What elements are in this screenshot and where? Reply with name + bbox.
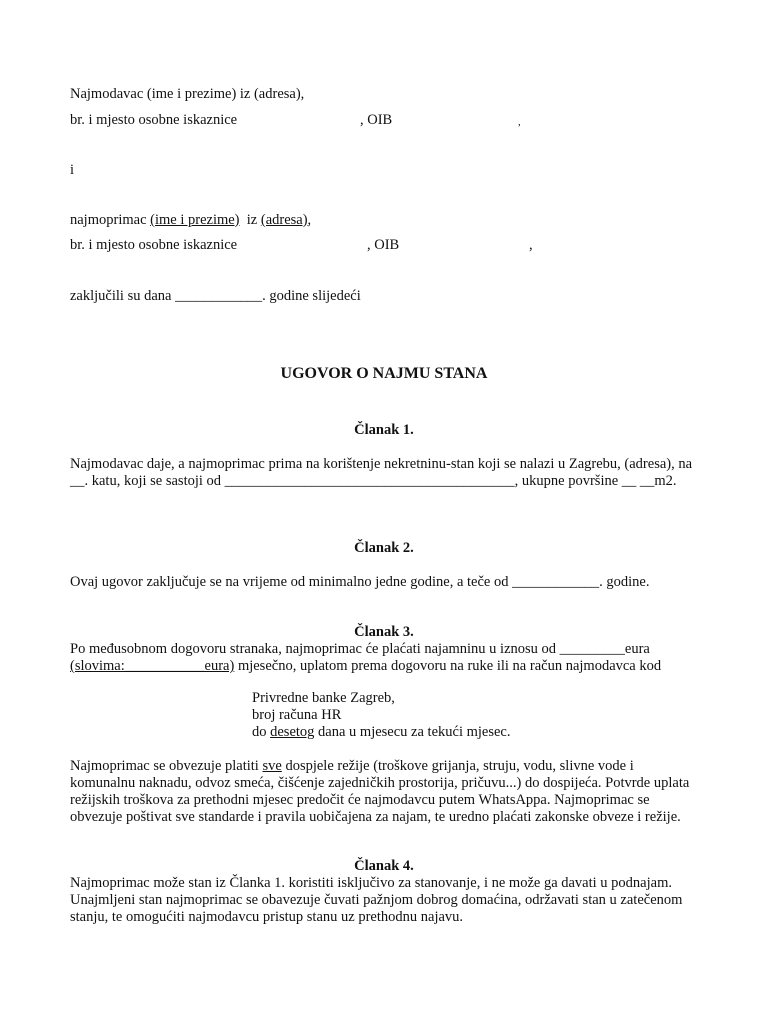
bank-name: Privredne banke Zagreb, [252,690,395,706]
article-2-text: Ovaj ugovor zaključuje se na vrijeme od minimalno jedne godine, a teče od ____________. godine. [70,574,650,590]
tenant-line [70,212,311,229]
bills-part-2: dospjele režije (troškove grijanja, struju, vodu, slivne vode i komunalnu naknadu, odvoz smeća, čišćenje zajedničkih prostorija, pričuvu...) do dospijeća. Potvrde uplata režijskih troškova za prethodni mjesec predočit će najmodavcu putem WhatsAppa. Najmoprimac se obvezuje poštivat sve standarde i pravila uobičajena za najam, te uredno plaćati zakonske obveze i režije. [70,758,690,825]
article-1-heading: Članak 1. [354,422,414,438]
article-2-heading: Članak 2. [354,540,414,556]
conjunction: i [70,162,75,178]
article-3-payment: mjesečno, uplatom prema dogovoru na ruke ili na račun najmodavca kod [234,658,662,674]
due-prefix: do [252,724,271,740]
article-4-heading: Članak 4. [354,858,414,874]
article-3-slovima: (slovima:___________eura) [70,658,235,674]
tenant-oib-label: , OIB [367,237,400,253]
landlord-oib-label: , OIB [360,112,393,128]
concluded-line: zaključili su dana ____________. godine slijedeći [70,288,361,304]
due-suffix: dana u mjesecu za tekući mjesec. [314,724,511,740]
landlord-id-label: br. i mjesto osobne iskaznice [70,112,238,128]
landlord-end-comma: , [518,116,521,128]
article-3-amount: Po međusobnom dogovoru stranaka, najmoprimac će plaćati najamninu u iznosu od _________eura [70,641,650,657]
article-3-bills [70,758,700,826]
bills-part-1: Najmoprimac se obvezuje platiti [70,758,263,774]
article-3-text [70,641,700,675]
article-3-heading: Članak 3. [354,624,414,640]
tenant-prefix: najmoprimac [70,212,147,228]
document-title: UGOVOR O NAJMU STANA [280,365,488,382]
landlord-line: Najmodavac (ime i prezime) iz (adresa), [70,86,305,102]
article-1-text: Najmodavac daje, a najmoprimac prima na korištenje nekretninu-stan koji se nalazi u Zagrebu, (adresa), na __. katu, koji se sastoji od ________________________________________, ukupne površine __ __m2. [70,456,693,489]
due-word: desetog [270,724,315,740]
tenant-address: (adresa) [260,212,308,228]
article-4-text: Najmoprimac može stan iz Članka 1. koristiti isključivo za stanovanje, i ne može ga davati u podnajam. Unajmljeni stan najmoprimac se obavezuje čuvati pažnjom dobrog domaćina, održavati stan u zatečenom stanju, te omogućiti najmodavcu pristup stanu uz prethodnu najavu. [70,875,683,925]
tenant-id-label: br. i mjesto osobne iskaznice [70,237,238,253]
tenant-end-comma: , [529,237,533,253]
tenant-from: iz [246,212,258,228]
tenant-name: (ime i prezime) [150,212,240,228]
tenant-comma: , [307,212,312,228]
bank-account: broj računa HR [252,707,342,723]
due-line [252,724,510,741]
bills-sve: sve [262,758,282,774]
